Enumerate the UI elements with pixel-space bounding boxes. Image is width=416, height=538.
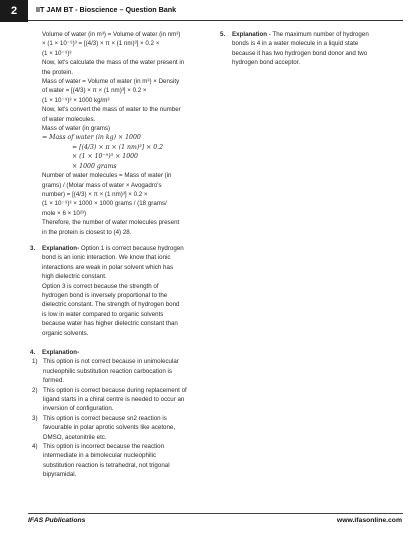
option-number: 4) bbox=[32, 443, 38, 450]
text-line: (1 × 10⁻⁹)³ × 1000 kg/m³ bbox=[42, 96, 110, 104]
math-line: = [(4/3) × π × (1 nm)³] × 0.2 bbox=[72, 143, 164, 151]
footer-publisher: IFAS Publications bbox=[28, 517, 86, 524]
text-line: ligand starts in a chiral centre is needed to occur an bbox=[43, 396, 185, 403]
text-line: organic solvents. bbox=[42, 329, 89, 337]
header-rule bbox=[28, 20, 403, 21]
text-line: Now, let's convert the mass of water to the number bbox=[42, 106, 181, 114]
text-line: favourable in polar aprotic solvents like acetone, bbox=[43, 424, 176, 432]
text-line: This option is not correct because in unimolecular bbox=[43, 358, 179, 366]
text-line: Mass of water (in grams) bbox=[42, 125, 111, 133]
math-line: × (1 × 10⁻⁹)³ × 1000 bbox=[72, 153, 138, 161]
text-line: the protein. bbox=[42, 68, 73, 76]
page-header bbox=[0, 0, 416, 22]
text-line: bipyramidal. bbox=[43, 471, 77, 479]
text-line: hydrogen bond acceptor. bbox=[232, 59, 301, 67]
answer-number: 5. bbox=[220, 31, 226, 38]
page-number: 2 bbox=[0, 0, 28, 22]
explanation-label: Explanation- bbox=[42, 349, 80, 356]
text-line: because it has two hydrogen bond donor and two bbox=[232, 49, 368, 57]
text-line: This option is correct because during replacement of bbox=[43, 386, 187, 394]
text-line: Option 3 is correct because the strength of bbox=[42, 282, 159, 290]
text-line: is low in water compared to organic solvents bbox=[42, 310, 164, 318]
text-line: (1 × 10⁻⁹)³ × 1000 × 1000 grams / (18 grams/ bbox=[42, 200, 167, 208]
text-line: bond is an ionic interaction. We know that ionic bbox=[42, 254, 171, 262]
text-line: (1 × 10⁻⁹)³ bbox=[42, 49, 72, 57]
text-line: formed. bbox=[43, 377, 64, 385]
text-line: substitution reaction is tetrahedral, not trigonal bbox=[43, 461, 170, 469]
answer-number: 3. bbox=[30, 245, 36, 252]
text-line: This option is incorrect because the reaction bbox=[43, 443, 165, 450]
option-number: 3) bbox=[32, 414, 38, 422]
text-line: dielectric constant. The strength of hydrogen bond bbox=[42, 301, 180, 309]
text-line: intermediate in a bimolecular nucleophilic bbox=[43, 452, 157, 460]
answer-number: 4. bbox=[30, 349, 36, 356]
footer-website: www.ifasonline.com bbox=[336, 517, 402, 524]
text-line: of water molecules. bbox=[42, 115, 96, 123]
text-line: - The maximum number of hydrogen bbox=[267, 31, 369, 38]
text-line: of water = [(4/3) × π × (1 nm)³] × 0.2 × bbox=[42, 87, 147, 95]
header-title: IIT JAM BT - Bioscience – Question Bank bbox=[36, 5, 177, 14]
text-line: in the protein is closest to (4) 28. bbox=[42, 228, 132, 236]
left-column bbox=[42, 30, 203, 237]
text-line: inversion of configuration. bbox=[43, 405, 114, 413]
text-line: Option 1 is correct because hydrogen bbox=[79, 245, 184, 252]
explanation-label: Explanation- bbox=[42, 245, 80, 252]
text-line: This option is correct because sn2 reaction is bbox=[43, 414, 167, 422]
explanation-label: Explanation bbox=[232, 31, 268, 38]
text-line: Mass of water = Volume of water (in m³) × Density bbox=[42, 78, 180, 86]
text-line: DMSO, acetonitrile etc. bbox=[43, 433, 107, 441]
text-line: mole × 6 × 10²³) bbox=[42, 209, 87, 217]
option-number: 2) bbox=[32, 386, 38, 394]
text-line: Now, let's calculate the mass of the water present in bbox=[42, 59, 185, 67]
text-line: × (1 × 10⁻⁹)³ = [(4/3) × π × (1 nm)³] × 0.2 × bbox=[42, 40, 160, 48]
option-number: 1) bbox=[32, 358, 38, 366]
text-line: high dielectric constant. bbox=[42, 273, 107, 281]
text-line: grams) / (Molar mass of water × Avogadro's bbox=[42, 181, 162, 189]
text-line: Number of water molecules = Mass of water (in bbox=[42, 172, 172, 180]
text-line: interactions are weak in polar solvent which has bbox=[42, 263, 174, 271]
math-line: = Mass of water (in kg) × 1000 bbox=[42, 134, 141, 142]
text-line: number) = [(4/3) × π × (1 nm)³] × 0.2 × bbox=[42, 190, 148, 198]
text-line: hydrogen bond is inversely proportional to the bbox=[42, 292, 168, 300]
text-line: Volume of water (in m³) = Volume of water (in nm³) bbox=[42, 31, 181, 38]
math-line: × 1000 grams bbox=[72, 162, 117, 170]
text-line: bonds is 4 in a water molecule in a liquid state bbox=[232, 40, 359, 48]
text-line: nucleophilic substitution reaction carbocation is bbox=[43, 367, 172, 375]
text-line: because water has higher dielectric constant than bbox=[42, 320, 178, 328]
footer-rule bbox=[28, 513, 403, 514]
text-line: Therefore, the number of water molecules present bbox=[42, 219, 180, 227]
